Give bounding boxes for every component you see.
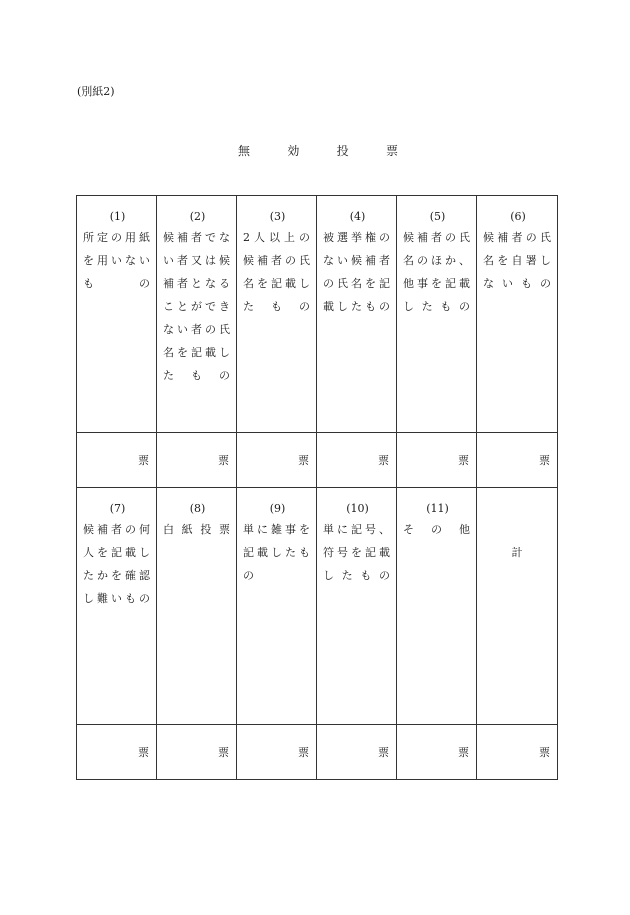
- category-number: (7): [109, 502, 126, 515]
- category-cell-2: [157, 196, 237, 433]
- count-cell-1[interactable]: 票: [77, 433, 157, 488]
- category-description: 候補者の何人を記載したかを確認し難いもの: [83, 523, 152, 605]
- category-description: 単に記号、符号を記載したもの: [323, 523, 392, 582]
- category-cell-10: [317, 488, 397, 725]
- category-description: 単に雑事を記載したもの: [243, 523, 312, 582]
- category-cell-9: [237, 488, 317, 725]
- category-number: (10): [346, 502, 369, 515]
- count-cell-6[interactable]: 票: [477, 433, 558, 488]
- category-description: 候補者の氏名のほか、他事を記載したもの: [403, 231, 472, 313]
- count-cell-9[interactable]: 票: [237, 725, 317, 780]
- category-description: 候補者でない者又は候補者となることができない者の氏名を記載したもの: [163, 231, 232, 382]
- count-cell-11[interactable]: 票: [397, 725, 477, 780]
- category-row: [77, 488, 558, 725]
- count-row: [77, 725, 558, 780]
- count-cell-8[interactable]: 票: [157, 725, 237, 780]
- category-row: [77, 196, 558, 433]
- category-number: (11): [426, 502, 449, 515]
- category-description: 所定の用紙を用いないもの: [83, 231, 152, 290]
- category-cell-8: [157, 488, 237, 725]
- count-cell-4[interactable]: 票: [317, 433, 397, 488]
- category-number: (5): [429, 210, 446, 223]
- count-cell-7[interactable]: 票: [77, 725, 157, 780]
- count-cell-3[interactable]: 票: [237, 433, 317, 488]
- category-description: その他: [403, 523, 472, 536]
- category-number: (4): [349, 210, 366, 223]
- category-number: (1): [109, 210, 126, 223]
- count-cell-total[interactable]: 票: [477, 725, 558, 780]
- invalid-votes-table: [76, 195, 558, 780]
- category-number: (3): [269, 210, 286, 223]
- count-cell-10[interactable]: 票: [317, 725, 397, 780]
- category-number: (2): [189, 210, 206, 223]
- count-cell-5[interactable]: 票: [397, 433, 477, 488]
- count-row: [77, 433, 558, 488]
- category-number: (9): [269, 502, 286, 515]
- category-description: 2人以上の候補者の氏名を記載したもの: [243, 231, 312, 313]
- document-title: [238, 142, 398, 159]
- category-description: 候補者の氏名を自署しないもの: [483, 231, 553, 290]
- count-cell-2[interactable]: 票: [157, 433, 237, 488]
- category-number: (8): [189, 502, 206, 515]
- title-char: 投: [336, 144, 349, 158]
- total-cell: 計: [477, 488, 558, 725]
- category-cell-7: [77, 488, 157, 725]
- category-cell-3: [237, 196, 317, 433]
- title-char: 票: [385, 144, 398, 158]
- annex-label: (別紙2): [77, 85, 115, 98]
- category-cell-1: [77, 196, 157, 433]
- category-cell-4: [317, 196, 397, 433]
- category-description: 被選挙権のない候補者の氏名を記載したもの: [323, 231, 392, 313]
- title-char: 無: [238, 144, 251, 158]
- category-number: (6): [510, 210, 526, 223]
- category-cell-11: [397, 488, 477, 725]
- category-cell-5: [397, 196, 477, 433]
- title-char: 効: [287, 144, 300, 158]
- category-cell-6: [477, 196, 558, 433]
- category-description: 白紙投票: [163, 523, 232, 536]
